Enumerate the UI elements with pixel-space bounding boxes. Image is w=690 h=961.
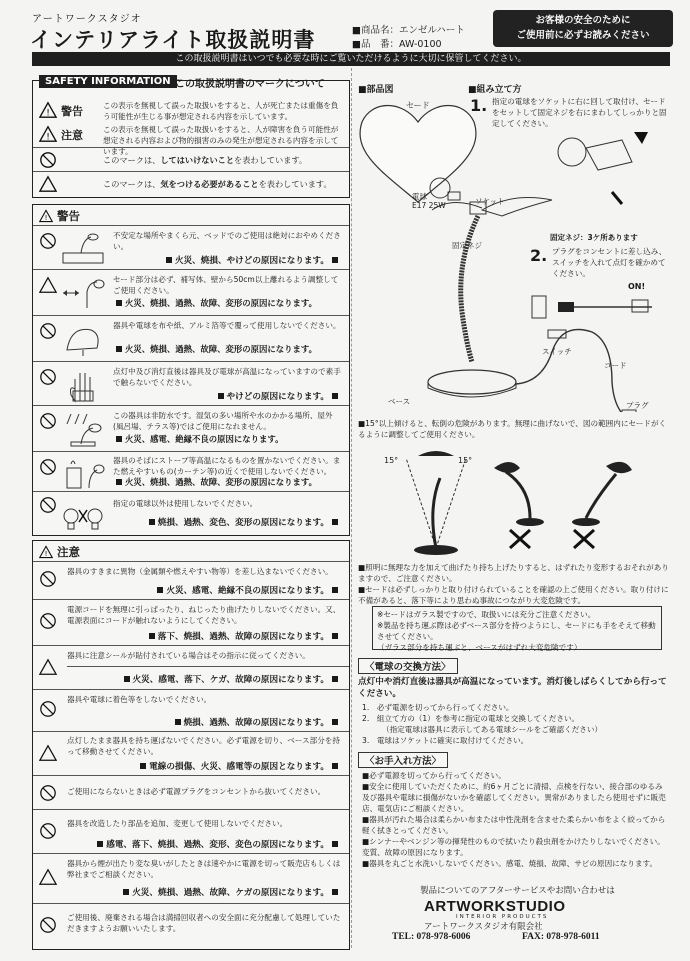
warning-item-2-text: セード部分は必ず、補写体、壁から50cm以上離れるよう調整してご使用ください。 [113, 275, 339, 295]
attention-triangle-icon [39, 744, 57, 762]
prohibited-icon [39, 232, 57, 250]
warning-item-5-text: この器具は非防水です。湿気の多い場所や水のかかる場所、屋外(風呂場、テラス等)ではご使用になれません。 [113, 411, 333, 431]
warning-item-7 [33, 491, 349, 534]
warning-item-3-text: 器具や電球を布や紙、アルミ箔等で覆って使用しないでください。 [113, 321, 341, 330]
step-1-text: 指定の電球をソケットに右に回して取付け、セードをセットして固定ネジを右にまわしてしっかりと固定してください。 [492, 97, 667, 128]
safety-row-warning [33, 95, 349, 119]
attention-description: このマークは、気をつける必要があることを表わしています。 [103, 179, 332, 189]
hand-illustration [61, 365, 105, 403]
caution-item-2 [33, 599, 349, 646]
prohibited-icon [39, 151, 57, 169]
caution-item-7-cause: 感電、落下、焼損、過熱、変形、変色の原因になります。 [94, 838, 341, 850]
warning-item-1-cause: 火災、焼損、やけどの原因になります。 [163, 254, 341, 266]
caution-label: 注意 [61, 129, 83, 142]
safety-info-tab: SAFETY INFORMATION [39, 75, 177, 88]
screw-label: 固定ネジ [452, 241, 482, 250]
warning-section-icon [39, 209, 53, 223]
prohibited-icon [39, 612, 57, 630]
warning-item-4 [33, 361, 349, 406]
warning-item-5-cause: 火災、感電、絶縁不良の原因になります。 [113, 434, 283, 445]
caution-item-4-text: 器具や電球に着色等をしないでください。 [67, 695, 212, 704]
warning-item-7-text: 指定の電球以外は使用しないでください。 [113, 499, 258, 508]
company-logo-sub: INTERIOR PRODUCTS [456, 914, 549, 920]
fax-number: FAX: 078-978-6011 [522, 932, 600, 942]
angle-diagram [370, 448, 670, 556]
shade-label: セード [406, 101, 430, 110]
caution-section-title: 注意 [57, 545, 80, 559]
attention-triangle-icon [39, 658, 57, 676]
caution-item-9 [33, 903, 349, 948]
distance-illustration [61, 274, 105, 312]
service-text: 製品についてのアフターサービスやお問い合わせは [420, 886, 615, 896]
caution-item-4 [33, 689, 349, 732]
prohibited-description: このマークは、してはいけないことを表わしています。 [103, 155, 308, 165]
wrong-bulb-illustration [61, 500, 105, 538]
prohibited-icon [39, 916, 57, 934]
shade-fix-note: ■セードは必ずしっかりと取り付けられていることを確認の上ご使用ください。取り付けに不備があると、落下等により思わぬ事故につながり大変危険です。 [358, 585, 669, 605]
warning-item-3-cause: 火災、焼損、過熱、故障、変形の原因になります。 [113, 344, 317, 355]
care-item-1: ■必ず電源を切ってから行ってください。 [362, 771, 506, 780]
switch-label: スイッチ [542, 347, 572, 356]
attention-triangle-icon [39, 276, 57, 294]
caution-item-2-text: 電源コードを無理に引っぱったり、ねじったり曲げたりしないでください。又、電源表面にコードが触れないようにしてください。 [67, 605, 341, 625]
warning-item-4-text: 点灯中及び消灯直後は器具及び電球が高温になっていますので素手で触らないでください。 [113, 367, 341, 387]
care-item-5: ■器具を丸ごと水洗いしないでください。感電、焼損、故障、サビの原因になります。 [362, 859, 658, 868]
warning-description: この表示を無視して誤った取扱いをすると、人が死亡または重傷を負う可能性が生じる事が想定される内容を示しています。 [103, 101, 339, 121]
safety-info-box [32, 76, 350, 198]
caution-triangle-icon [39, 125, 57, 143]
glass-note-1: ※セードはガラス製ですので、取扱いには充分ご注意ください。 [377, 610, 596, 619]
glass-warning-box [372, 606, 662, 650]
svg-text:!: ! [44, 550, 48, 559]
water-illustration [61, 410, 105, 448]
angle-right-label: 15° [458, 456, 473, 465]
prohibited-icon [39, 570, 57, 588]
safety-info-heading: この取扱説明書のマークについて [175, 79, 325, 90]
caution-item-5-text: 点灯したまま器具を持ち運ばないでください。必ず電源を切り、ベース部分を持って移動させてください。 [67, 736, 340, 756]
plug-label: プラグ [626, 401, 649, 410]
parts-heading: ■部品図 [358, 85, 394, 95]
caution-item-8-cause: 火災、焼損、過熱、故障、ケガの原因になります。 [120, 886, 341, 898]
warning-item-6-text: 器具のそばにストーブ等高温になるものを置かないでください。また燃えやすいもの(カーテン等)の近くで使用しないでください。 [113, 456, 341, 476]
safety-notice-box [493, 10, 673, 47]
bulb-change-steps [362, 702, 668, 746]
svg-text:!: ! [46, 132, 50, 143]
warning-item-1-text: 不安定な場所やまくら元、ベッドでのご使用は絶対におやめください。 [113, 231, 341, 251]
prohibited-icon [39, 412, 57, 430]
step-2-number: 2. [530, 246, 548, 265]
prohibited-icon [39, 458, 57, 476]
bulb-step-3: 3. 電球はソケットに確実に取付けてください。 [362, 736, 529, 745]
prohibited-icon [39, 496, 57, 514]
warning-item-2-cause: 火災、焼損、過熱、故障、変形の原因になります。 [113, 298, 317, 309]
assembly-heading: ■組み立て方 [468, 85, 522, 95]
company-logo: ARTWORKSTUDIO [424, 898, 566, 915]
care-list [362, 770, 668, 869]
caution-item-1 [33, 561, 349, 600]
care-item-4: ■シンナーやベンジン等の揮発性のもので拭いたり殺虫剤をかけたりしないでください。変質、故障の原因になります。 [362, 837, 665, 857]
caution-item-1-cause: 火災、感電、絶縁不良の原因になります。 [154, 584, 341, 596]
prohibited-icon [39, 700, 57, 718]
prohibited-icon [39, 784, 57, 802]
safety-row-caution [33, 121, 349, 156]
bulb-step-2-note: （指定電球は器具に表示してある電球シールをご確認ください） [382, 725, 603, 734]
company-name: アートワークスタジオ有限会社 [424, 922, 543, 932]
bending-note: ■照明に無理な力を加えて曲げたり持ち上げたりすると、はずれたり変形するおそれがありますので、ご注意ください。 [358, 563, 669, 583]
caution-item-5-cause: 電線の損傷、火災、感電等の原因となります。 [137, 760, 341, 772]
bulb-step-2: 2. 組立て方の（1）を参考に指定の電球と交換してください。 [362, 714, 580, 723]
warning-item-3 [33, 315, 349, 362]
care-item-3: ■器具が汚れた場合は柔らかい布または中性洗剤を含ませた柔らかい布をよく絞ってから軽く拭きとってください。 [362, 815, 666, 835]
caution-item-2-cause: 落下、焼損、過熱、故障の原因になります。 [146, 630, 341, 642]
safety-row-attention [33, 171, 349, 196]
warning-item-4-cause: やけどの原因になります。 [215, 390, 341, 402]
caution-item-3-cause: 火災、感電、落下、ケガ、故障の原因になります。 [121, 673, 341, 685]
caution-section-icon [39, 545, 53, 559]
on-label: ON! [628, 282, 646, 291]
storage-banner: この取扱説明書はいつでも必要な時にご覧いただけるように大切に保管してください。 [32, 52, 670, 66]
caution-section [32, 540, 350, 950]
safety-row-prohibited [33, 147, 349, 172]
svg-text:!: ! [44, 214, 48, 223]
caution-item-3-text: 器具に注意シールが貼付されている場合はその指示に従ってください。 [67, 651, 310, 660]
caution-item-7-text: 器具を改造したり部品を追加、変更して使用しないでください。 [67, 819, 288, 828]
notice-line-2: ご使用前に必ずお読みください [516, 30, 650, 41]
warning-triangle-icon [39, 101, 57, 119]
caution-item-4-cause: 焼損、過熱、故障の原因になります。 [172, 716, 341, 728]
base-label: ベース [388, 397, 411, 406]
caution-item-8 [33, 853, 349, 904]
bulb-change-intro: 点灯中や消灯直後は器具が高温になっています。消灯後しばらくしてから行ってください。 [358, 677, 667, 699]
product-info [352, 24, 465, 52]
caution-item-3 [33, 645, 349, 690]
warning-item-1 [33, 225, 349, 270]
angle-note: ■15°以上傾けると、転倒の危険があります。無理に曲げないで、図の範囲内にセードがくるように調整してご使用ください。 [358, 419, 667, 439]
socket-label: ソケット [475, 197, 505, 206]
care-item-2: ■安全に使用していただくために、約6ヶ月ごとに清掃、点検を行ない、接合部のゆるみ及び器具や電球に損傷がないかを確認してください。異常がありましたら使用せずに販売店、電気店にご相談ください。 [362, 782, 666, 813]
warning-item-7-cause: 焼損、過熱、変色、変形の原因になります。 [146, 516, 341, 528]
attention-triangle-icon [39, 868, 57, 886]
product-code: ■品 番：AW-0100 [352, 39, 442, 50]
angle-left-label: 15° [384, 456, 399, 465]
product-name: ■商品名：エンゼルハート [352, 25, 465, 36]
warning-label: 警告 [61, 105, 83, 118]
tel-number: TEL: 078-978-6006 [392, 932, 471, 942]
caution-item-6-text: ご使用にならないときは必ず電源プラグをコンセントから抜いてください。 [67, 787, 326, 796]
attention-triangle-icon [39, 175, 57, 193]
caution-item-9-text: ご使用後、廃棄される場合は満掃回収者への安全面に充分配慮して処理していただきますようお願いいたします。 [67, 913, 341, 933]
prohibited-icon [39, 368, 57, 386]
caution-item-6 [33, 775, 349, 810]
caution-item-1-text: 器具のすきまに異物（金属類や燃えやすい物等）を差し込まないでください。 [67, 567, 333, 576]
warning-item-6-cause: 火災、焼損、過熱、故障、変形の原因になります。 [113, 477, 317, 488]
care-heading: 〈お手入れ方法〉 [358, 752, 448, 768]
step-1-number: 1. [470, 96, 488, 115]
warning-item-6 [33, 451, 349, 492]
caution-item-8-text: 器具から煙が出たり変な臭いがしたときは速やかに電源を切って販売店もしくは弊社までご相談ください。 [67, 859, 341, 879]
bed-lamp-illustration [61, 229, 105, 267]
svg-text:!: ! [46, 108, 50, 119]
brand-name: アートワークスタジオ [32, 14, 142, 25]
bulb-change-heading: 〈電球の交換方法〉 [358, 658, 458, 674]
notice-line-1: お客様の安全のために [535, 15, 631, 26]
warning-section-title: 警告 [57, 209, 80, 223]
warning-section [32, 204, 350, 536]
warning-item-2 [33, 269, 349, 316]
screw-note: 固定ネジ：3ケ所あります [550, 233, 638, 242]
page-title: インテリアライト取扱説明書 [30, 28, 316, 52]
cord-label: コード [604, 361, 627, 370]
prohibited-icon [39, 822, 57, 840]
bulb-step-1: 1. 必ず電源を切ってから行ってください。 [362, 703, 514, 712]
covered-lamp-illustration [61, 320, 105, 358]
warning-item-5 [33, 405, 349, 452]
stove-illustration [61, 454, 105, 492]
caution-item-5 [33, 731, 349, 776]
glass-note-3: （ガラス部分を持ち運ぶと、ベースがはずれ大変危険です） [377, 643, 582, 652]
prohibited-icon [39, 322, 57, 340]
caution-item-7 [33, 809, 349, 854]
glass-note-2: ※製品を持ち運ぶ際は必ずベース部分を持つようにし、セードにも手をそえて移動させてください。 [377, 621, 656, 641]
step-2-text: プラグをコンセントに差し込み、スイッチを入れて点灯を確かめてください。 [552, 247, 667, 278]
bulb-label: 電球 E17 25W [412, 192, 446, 210]
caution-description: この表示を無視して誤った取扱いをすると、人が障害を負う可能性が想定される内容および物的損害のみの発生が想定される内容を示しています。 [103, 125, 339, 156]
